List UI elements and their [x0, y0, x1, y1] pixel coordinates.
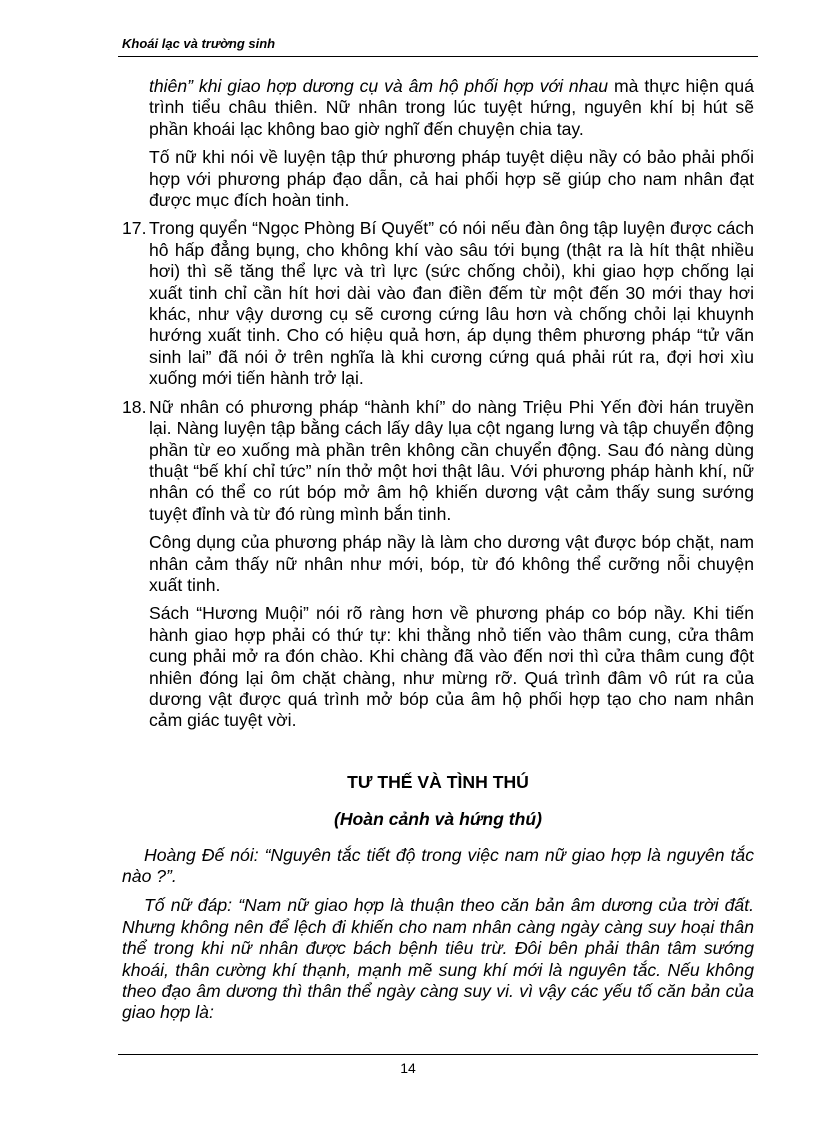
paragraph-italic-lead: thiên” khi giao hợp dương cụ và âm hộ phối hợp với nhau — [149, 76, 609, 96]
page-number: 14 — [400, 1060, 416, 1076]
numbered-item-18 — [122, 397, 754, 525]
paragraph-text: mà thực hiện quá trình tiểu châu thiên. Nữ nhân trong lúc tuyệt hứng, nguyên khí bị hút sẽ phần khoái lạc không bao giờ nghĩ đến chuyện chia tay. — [149, 76, 754, 139]
item-text: Nữ nhân có phương pháp “hành khí” do nàng Triệu Phi Yến đời hán truyền lại. Nàng luyện tập bằng cách lấy dây lụa cột ngang lưng và tập chuyển động phần từ eo xuống mà phần trên không cần chuyển động. Sau đó nàng dùng thuật “bế khí chỉ tức” nín thở một hơi thật lâu. Với phương pháp hành khí, nữ nhân có thể co rút bóp mở âm hộ khiến dương vật cảm thấy sung sướng tuyệt đỉnh và từ đó rùng mình bắn tinh. — [149, 396, 754, 524]
paragraph-huong-muoi: Sách “Hương Muội” nói rõ ràng hơn về phương pháp co bóp nầy. Khi tiến hành giao hợp phải có thứ tự: khi thằng nhỏ tiến vào thâm cung, cửa thâm cung phải mở ra đón chào. Khi chàng đã vào đến nơi thì cửa thâm cung đột nhiên đóng lại ôm chặt chàng, như mừng rỡ. Quá trình đâm vô rút ra của dương vật được quá trình mở bóp của âm hộ phối hợp tạo cho nam nhân cảm giác tuyệt vời. — [149, 603, 754, 731]
numbered-item-17 — [122, 218, 754, 389]
dialogue-hoang-de: Hoàng Đế nói: “Nguyên tắc tiết độ trong việc nam nữ giao hợp là nguyên tắc nào ?”. — [122, 844, 754, 886]
item-number: 18. — [122, 396, 147, 417]
paragraph-cong-dung: Công dụng của phương pháp nầy là làm cho dương vật được bóp chặt, nam nhân cảm thấy nữ nhân như mới, bóp, từ đó không thể cưỡng nỗi chuyện xuất tinh. — [149, 532, 754, 595]
item-number: 17. — [122, 218, 147, 239]
header-rule — [118, 56, 758, 57]
paragraph-to-nu: Tố nữ khi nói về luyện tập thứ phương pháp tuyệt diệu nầy có bảo phải phối hợp với phương pháp đạo dẫn, cả hai phối hợp sẽ giúp cho nam nhân đạt được mục đích hoàn tinh. — [149, 147, 754, 211]
footer-rule — [118, 1054, 758, 1055]
running-header: Khoái lạc và trường sinh — [122, 36, 276, 51]
section-title: TƯ THẾ VÀ TÌNH THÚ — [347, 771, 529, 792]
page-body — [122, 76, 754, 1024]
item-text: Trong quyển “Ngọc Phòng Bí Quyết” có nói nếu đàn ông tập luyện được cách hô hấp đẳng bụng, cho không khí vào sâu tới bụng (thật ra là hít thật nhiều hơi) thì sẽ tăng thể lực và trì lực (sức chống chỏi), khi giao hợp chống lại xuất tinh chỉ cần hít hơi dài vào đan điền đếm từ một đến 30 mới thay hơi khác, như vậy dương cụ sẽ cương cứng lâu hơn và chống chỏi lại khuynh hướng xuất tinh. Cho có hiệu quả hơn, áp dụng thêm phương pháp “tử vãn sinh lai” đã nói ở trên nghĩa là khi cương cứng quá phải rút ra, đợi hơi xìu xuống mới tiến hành trở lại. — [149, 218, 754, 389]
section-subtitle: (Hoàn cảnh và hứng thú) — [333, 809, 543, 830]
dialogue-to-nu: Tố nữ đáp: “Nam nữ giao hợp là thuận theo căn bản âm dương của trời đất. Nhưng không nên để lệch đi khiến cho nam nhân càng ngày càng suy hoại thân thể trong khi nữ nhân được bách bệnh tiêu trừ. Đôi bên phải thân tâm sướng khoái, thân cường khí thạnh, mạnh mẽ sung khí mới là nguyên tắc. Nếu không theo đạo âm dương thì thân thể ngày càng suy vi. vì vậy các yếu tố căn bản của giao hợp là: — [122, 895, 754, 1023]
paragraph-continuation — [122, 76, 754, 140]
